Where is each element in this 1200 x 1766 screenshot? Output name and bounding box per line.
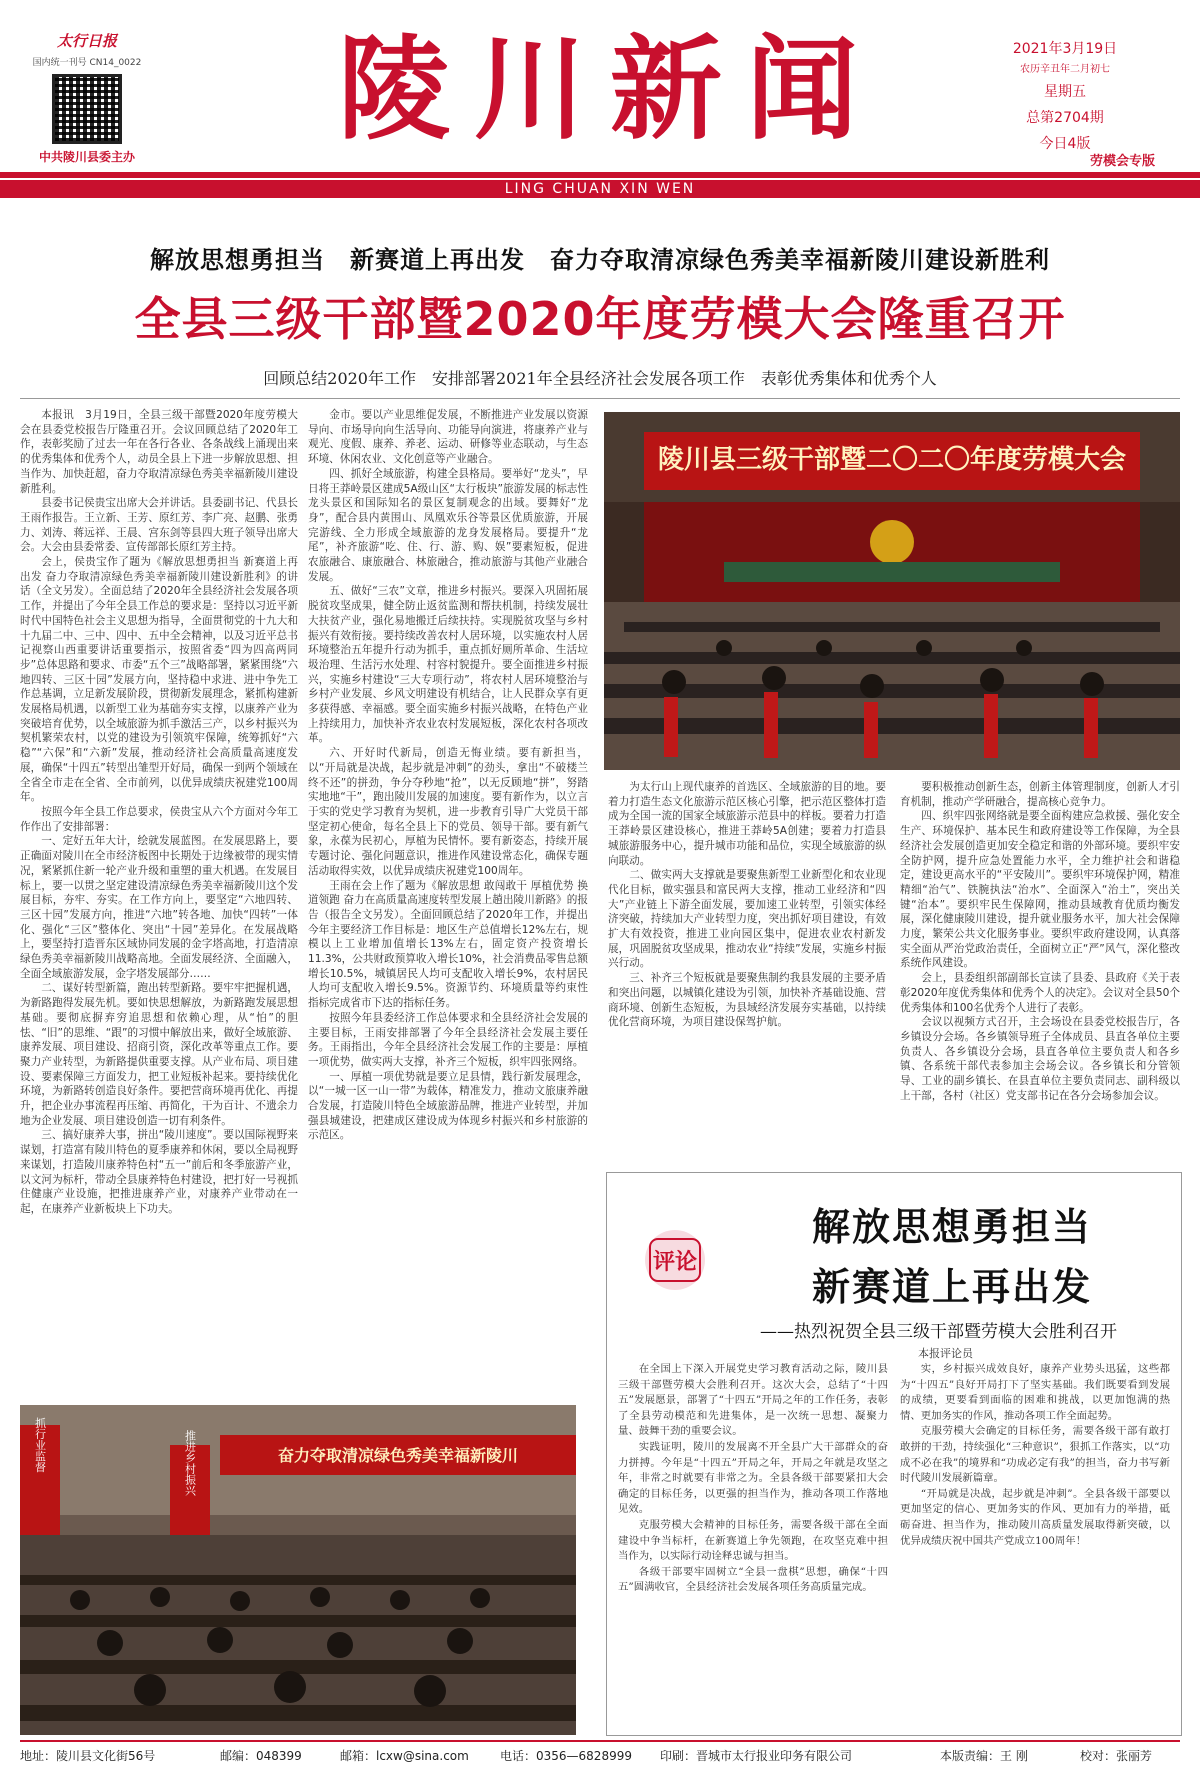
commentary-paragraph: 各级干部要牢固树立“全县一盘棋”思想，确保“十四五”圆满收官，全县经济社会发展各项任务高质量完成。 [618, 1565, 888, 1594]
mini-logo: 太行日报 [56, 32, 117, 50]
article-paragraph: 三、补齐三个短板就是要聚焦制约我县发展的主要矛盾和突出问题，以城镇化建设为引领，加快补齐基础设施、营商环境、创新生态短板，为县域经济发展夯实基础，以持续优化营商环境，为项目建设保驾护航。 [608, 972, 886, 1029]
cadre-meeting-photo [20, 1405, 576, 1735]
lunar-date: 农历辛丑年二月初七 [1020, 64, 1110, 75]
commentary-column-2 [900, 1362, 1170, 1730]
photo2-side-banner-1: 抓行业监督 [33, 1417, 47, 1473]
newspaper-title: 陵川新闻 [338, 24, 882, 155]
commentary-paragraph: 克服劳模大会确定的目标任务，需要各级干部有敢打敢拼的干劲，持续强化“三种意识”，狠抓工作落实，以“功成不必在我”的境界和“功成必定有我”的担当，奋力书写新时代陵川发展新篇章。 [900, 1425, 1170, 1485]
article-paragraph: 会上，侯贵宝作了题为《解放思想勇担当 新赛道上再出发 奋力夺取清凉绿色秀美幸福新陵川建设新胜利》的讲话（全文另发）。全面总结了2020年全县经济社会发展各项工作，并提出了今年全县工作总的要求是：坚持以习近平新时代中国特色社会主义思想为指导，全面贯彻党的十九大和十九届二中、三中、四中、五中全会精神，以及习近平总书记视察山西重要讲话重要指示，按照省委“四为四高两同步”总体思路和要求、市委“五个三”战略部署，紧紧围绕“六地四转、三区十园”发展方向，坚持稳中求进、进中争先工作总基调，立足新发展阶段，贯彻新发展理念，紧抓构建新发展格局机遇，以新型工业为基础夯实支撑，以康养产业为突破培育优势，以全域旅游为抓手激活三产，以乡村振兴为契机繁荣农村，以党的建设为引领筑牢保障，统筹抓好“六稳”“六保”和“六新”发展，推动经济社会高质量高速度发展，确保“十四五”转型出雏型开好局，确保一到两个领域在全省全市走在全省、全市前列，以优异成绩庆祝建党100周年。 [20, 556, 298, 804]
article-paragraph: 本报讯 3月19日，全县三级干部暨2020年度劳模大会在县委党校报告厅隆重召开。会议回顾总结了2020年工作，表彰奖励了过去一年在各行各业、各条战线上涌现出来的优秀集体和优秀个人，动员全县上下进一步解放思想、担当作为、加快赶超，奋力夺取清凉绿色秀美幸福新陵川建设新胜利。 [20, 409, 298, 495]
headline-subtitle: 回顾总结2020年工作 安排部署2021年全县经济社会发展各项工作 表彰优秀集体和优秀个人 [263, 369, 937, 388]
issue-number: 总第2704期 [1026, 110, 1104, 126]
article-paragraph: 六、开好时代新局，创造无悔业绩。要有新担当，以“开局就是决战，起步就是冲刺”的劲头，拿出“不破楼兰终不还”的拼劲，争分夺秒地“抢”，以无反顾地“拼”，努踏实地地“干”，跑出陵川发展的加速度。要有新作为，以立言于实的党史学习教育为契机，进一步教育引导广大党员干部坚定初心使命，每名全县上下的党员、领导干部。要有新气象，永葆为民初心，厚植为民情怀。要有新姿态，持续开展专题讨论、强化问题意识，推进作风建设常态化，确保专题活动取得实效，以优异成绩庆祝建党100周年。 [308, 747, 588, 877]
photo2-side-banner-2: 推进乡村振兴 [183, 1430, 197, 1496]
commentary-seal-icon [640, 1225, 710, 1295]
headline-kicker: 解放思想勇担当 新赛道上再出发 奋力夺取清凉绿色秀美幸福新陵川建设新胜利 [150, 245, 1050, 274]
article-paragraph: 四、织牢四张网络就是要全面构建应急救援、强化安全生产、环境保护、基本民生和政府建设等工作保障，为全县经济社会发展创造更加安全稳定和谐的外部环境。要织牢安全防护网，提升应急处置能力水平，全力维护社会和谐稳定，建设更高水平的“平安陵川”。要织牢环境保护网，精准精细“治气”、铁腕执法“治水”、全面深入“治土”，突出关键“治本”。要织牢民生保障网，推动县域教育优质均衡发展，深化健康陵川建设，提升就业服务水平，加大社会保障力度，繁荣公共文化服务事业。要织牢政府建设网，认真落实全面从严治党政治责任，全面树立正“严”风气，深化整改系统作风建设。 [900, 810, 1180, 970]
commentary-paragraph: 实，乡村振兴成效良好，康养产业势头迅猛，这些都为“十四五”良好开局打下了坚实基础。我们既要看到发展的成绩，更要看到面临的困难和挑战，以更加饱满的热情、更加务实的作风，推动各项工作全面起势。 [900, 1363, 1170, 1422]
commentary-column-1 [618, 1362, 888, 1730]
stage-banner: 陵川县三级干部暨二〇二〇年度劳模大会 [657, 445, 1127, 475]
commentary-paragraph: 实践证明，陵川的发展离不开全县广大干部群众的奋力拼搏。今年是“十四五”开局之年，开局之年就是攻坚之年，非常之时就要有非常之为。全县各级干部要紧扣大会确定的目标任务，以更强的担当作为，推动各项工作落地见效。 [618, 1440, 888, 1516]
commentary-subtitle: ——热烈祝贺全县三级干部暨劳模大会胜利召开 [760, 1322, 1117, 1342]
headline-divider [20, 398, 1180, 399]
article-paragraph: 金市。要以产业思维促发展，不断推进产业发展以资源导向、市场导向向生活导向、功能导向演进，将康养产业与观光、度假、康养、养老、运动、研修等业态联动，与生态环境、休闲农业、文化创意等产业融合。 [308, 409, 588, 466]
article-paragraph: 会议以视频方式召开，主会场设在县委党校报告厅，各乡镇设分会场。各乡镇领导班子全体成员、县直各单位主要负责人、各乡镇设分会场，县直各单位主要负责人和各乡镇、各系统干部代表参加主会场会议。各乡镇长和分管领导、工业的副乡镇长、在县直单位主要负责同志、副科级以上干部，各村（社区）党支部书记在各分会场参加会议。 [900, 1016, 1180, 1102]
article-column-2 [308, 408, 588, 1400]
article-paragraph: 一、定好五年大计，绘就发展蓝图。在发展思路上，要正确面对陵川在全市经济板图中长期处于边缘被带的现实情况，紧紧抓住新一轮产业升级和重塑的重大机遇。在发展目标上，要一以贯之坚定建设清凉绿色秀美幸福新陵川这个发展目标，夯牢、夯实。在工作方向上，要坚定“六地四转、三区十园”发展方向，推进“六地”转各地、加快“四转”一体化、强化“三区”整体化、突出“十园”差异化。在发展战略上，要坚持打造晋东区域协同发展的金字塔高地，打造清凉绿色秀美幸福新陵川战略高地。全面发展经济、全面融入，全面全域旅游发展，金字塔发展部分…… [20, 835, 298, 980]
commentary-paragraph: 在全国上下深入开展党史学习教育活动之际，陵川县三级干部暨劳模大会胜利召开。这次大会，总结了“十四五”发展愿景，部署了“十四五”开局之年的工作任务，表彰了全县劳动模范和先进集体，是一次统一思想、凝聚力量、鼓舞干劲的重要会议。 [618, 1363, 888, 1438]
issue-date: 2021年3月19日 [1012, 41, 1118, 57]
footer-phone: 电话：0356—6828999 [500, 1749, 632, 1763]
article-paragraph: 四、抓好全域旅游，构建全县格局。要举好“龙头”，早日将王莽岭景区建成5A级山区“太行板块”旅游发展的标志性龙头景区和国际知名的景区复制观念的出域。要舞好“龙身”，配合县内黄围山、凤凰欢乐谷等景区优质旅游，开展完游线、全力形成全域旅游的龙身发展格局。要提升“龙尾”，补齐旅游“吃、住、行、游、购、娱”要素短板，促进农旅融合、康旅融合、林旅融合，推动旅游与其他产业融合发展。 [308, 467, 588, 583]
qr-code-icon [52, 74, 122, 144]
commentary-paragraph: 克服劳模大会精神的目标任务，需要各级干部在全面建设中争当标杆，在新赛道上争先领跑，在攻坚克难中担当作为，以实际行动诠释忠诚与担当。 [618, 1518, 888, 1563]
footer-printer: 印刷：晋城市太行报业印务有限公司 [660, 1749, 853, 1763]
page-count: 今日4版 [1039, 136, 1091, 152]
masthead [0, 0, 1200, 200]
commentary-title-line-1: 解放思想勇担当 [812, 1204, 1093, 1249]
article-paragraph: 王雨在会上作了题为《解放思想 敢闯敢干 厚植优势 换道领跑 奋力在高质量高速度转型发展上趟出陵川新路》的报告（报告全文另发）。全面回顾总结了2020年工作，并提出今年主要经济工作目标是：地区生产总值增长12%左右，规模以上工业增加值增长13%左右，固定资产投资增长11.3%，公共财政预算收入增长10%，社会消费品零售总额增长10.5%，城镇居民人均可支配收入增长9%，农村居民人均可支配收入增长9.5%。资源节约、环境质量等约束性指标完成省市下达的指标任务。 [308, 879, 588, 1010]
commentary-paragraph: “开局就是决战，起步就是冲刺”。全县各级干部要以更加坚定的信心、更加务实的作风、更加有力的举措，砥砺奋进、担当作为，推动陵川高质量发展取得新突破，以优异成绩庆祝中国共产党成立100周年！ [900, 1487, 1170, 1547]
cadre-meeting-image [20, 1405, 576, 1735]
footer-proofreader: 校对：张丽芳 [1080, 1749, 1153, 1763]
article-column-4 [900, 780, 1180, 1162]
article-paragraph: 三、搞好康养大事，拼出“陵川速度”。要以国际视野来谋划，打造富有陵川特色的夏季康养和休闲，要以全局视野来谋划，打造陵川康养特色村“五一”前后和冬季旅游产业，以文河为标杆，带动全县康养特色村建设，把打好一号视抓住健康产业设施，把推进康养产业，对康养产业带动在一起，在康养产业新板块上下功夫。 [20, 1129, 298, 1215]
main-headline: 全县三级干部暨2020年度劳模大会隆重召开 [134, 292, 1066, 346]
footer-rule [20, 1740, 1180, 1742]
article-paragraph: 五、做好“三农”文章，推进乡村振兴。要深入巩固拓展脱贫攻坚成果，健全防止返贫监测和帮扶机制，持续发展壮大扶贫产业，强化易地搬迁后续扶持。实现脱贫攻坚与乡村振兴有效衔接。要持续改善农村人居环境，以实施农村人居环境整治五年提升行动为抓手，重点抓好厕所革命、生活垃圾治理、生活污水处理、村容村貌提升。要全面推进乡村振兴，实施乡村建设“三大专项行动”，将农村人居环境整治与乡村产业发展、乡风文明建设有机结合，让人民群众享有更多获得感、幸福感。要全面实施乡村振兴战略，在特色产业上持续用力，加快补齐农业农村发展短板，深化农村各项改革。 [308, 585, 588, 745]
article-paragraph: 会上，县委组织部副部长宣读了县委、县政府《关于表彰2020年度优秀集体和优秀个人的决定》。会议对全县50个优秀集体和100名优秀个人进行了表彰。 [900, 972, 1180, 1014]
article-paragraph: 按照今年全县工作总要求，侯贵宝从六个方面对今年工作作出了安排部署： [20, 805, 298, 833]
commentary-author: 本报评论员 [918, 1347, 973, 1360]
meeting-hall-image [604, 412, 1180, 770]
organizer: 中共陵川县委主办 [38, 150, 135, 164]
article-paragraph: 要积极推动创新生态，创新主体管理制度，创新人才引育机制，推动产学研融合，提高核心竞争力。 [900, 781, 1180, 808]
masthead-right-box [960, 38, 1170, 153]
photo2-banner: 奋力夺取清凉绿色秀美幸福新陵川 [277, 1446, 519, 1465]
article-paragraph: 县委书记侯贵宝出席大会并讲话。县委副书记、代县长王雨作报告。王立新、王芳、原红芳、李广亮、赵鹏、张勇力、刘涛、蒋远祥、王晨、宫东剑等县四大班子领导出席大会。大会由县委常委、宣传部部长原红芳主持。 [20, 497, 298, 554]
article-paragraph: 为太行山上现代康养的首选区、全域旅游的目的地。要着力打造生态文化旅游示范区核心引擎，把示范区整体打造成为全国一流的国家全域旅游示范县中的样板。要着力打造王莽岭景区建设核心，推进王莽岭5A创建；要着力打造县城旅游服务中心，提升城市功能和品位，实现全域旅游的纵向联动。 [608, 781, 886, 867]
article-paragraph: 按照今年县委经济工作总体要求和全县经济社会发展的主要目标，王雨安排部署了今年全县经济社会发展主要任务。王雨指出，今年全县经济社会发展工作的主要是：厚植一项优势，做实两大支撑，补齐三个短板，织牢四张网络。 [308, 1011, 588, 1068]
commentary-seal-image [640, 1225, 710, 1295]
masthead-red-rule [0, 172, 1200, 178]
footer-email: 邮箱：lcxw@sina.com [340, 1749, 469, 1763]
masthead-pinyin: LING CHUAN XIN WEN [0, 180, 1200, 198]
meeting-hall-photo [604, 412, 1180, 770]
weekday: 星期五 [1044, 84, 1086, 100]
seal-text: 评论 [652, 1249, 698, 1275]
article-column-1 [20, 408, 298, 1400]
masthead-left-box [22, 30, 152, 180]
footer-editor: 本版责编：王 刚 [940, 1749, 1028, 1763]
cn-number: 国内统一刊号 CN14_0022 [32, 58, 142, 68]
article-paragraph: 一、厚植一项优势就是要立足县情，践行新发展理念，以“一城一区一山一带”为载体，精准发力，推动文旅康养融合发展，打造陵川特色全域旅游品牌，推进产业转型，并加强县城建设，把建成区建设成为体现乡村振兴和乡村旅游的示范区。 [308, 1070, 588, 1142]
footer-address: 地址：陵川县文化街56号 [20, 1749, 156, 1763]
footer-postcode: 邮编：048399 [220, 1749, 302, 1763]
article-paragraph: 二、做实两大支撑就是要聚焦新型工业新型化和农业现代化目标，做实强县和富民两大支撑，推动工业经济和“四大”产业链上下游全面发展，要加速工业转型，引领实体经济突破，持续加大产业转型力度，突出抓好项目建设，有效扩大有效投资，推进工业向园区集中，促进农业农村新发展，巩固脱贫攻坚成果，推动农业“持续”发展，实施乡村振兴行动。 [608, 869, 886, 970]
article-column-3 [608, 780, 886, 1162]
article-paragraph: 二、谋好转型新篇，跑出转型新路。要牢牢把握机遇，为新路跑得发展先机。要如快思想解放，为新路跑发展思想基础。要彻底摒弃穷追思想和依赖心理，从“怕”的胆怯、“旧”的思维、“跟”的习惯中解放出来，做好全域旅游、康养发展、项目建设、招商引资，深化改革等重点工作。要聚力产业转型，为新路提供重要支撑。从产业布局、项目建设、要素保障三方面发力，把工业短板补起来。要持续优化环境，为新路转创造良好条件。要把营商环境再优化、再提升，把企业办事流程再压缩、再简化，干为百计、不遗余力地为企业发展、项目建设创造一切有利条件。 [20, 982, 298, 1127]
commentary-title-line-2: 新赛道上再出发 [812, 1264, 1093, 1309]
special-edition-label: 劳模会专版 [1090, 154, 1156, 169]
